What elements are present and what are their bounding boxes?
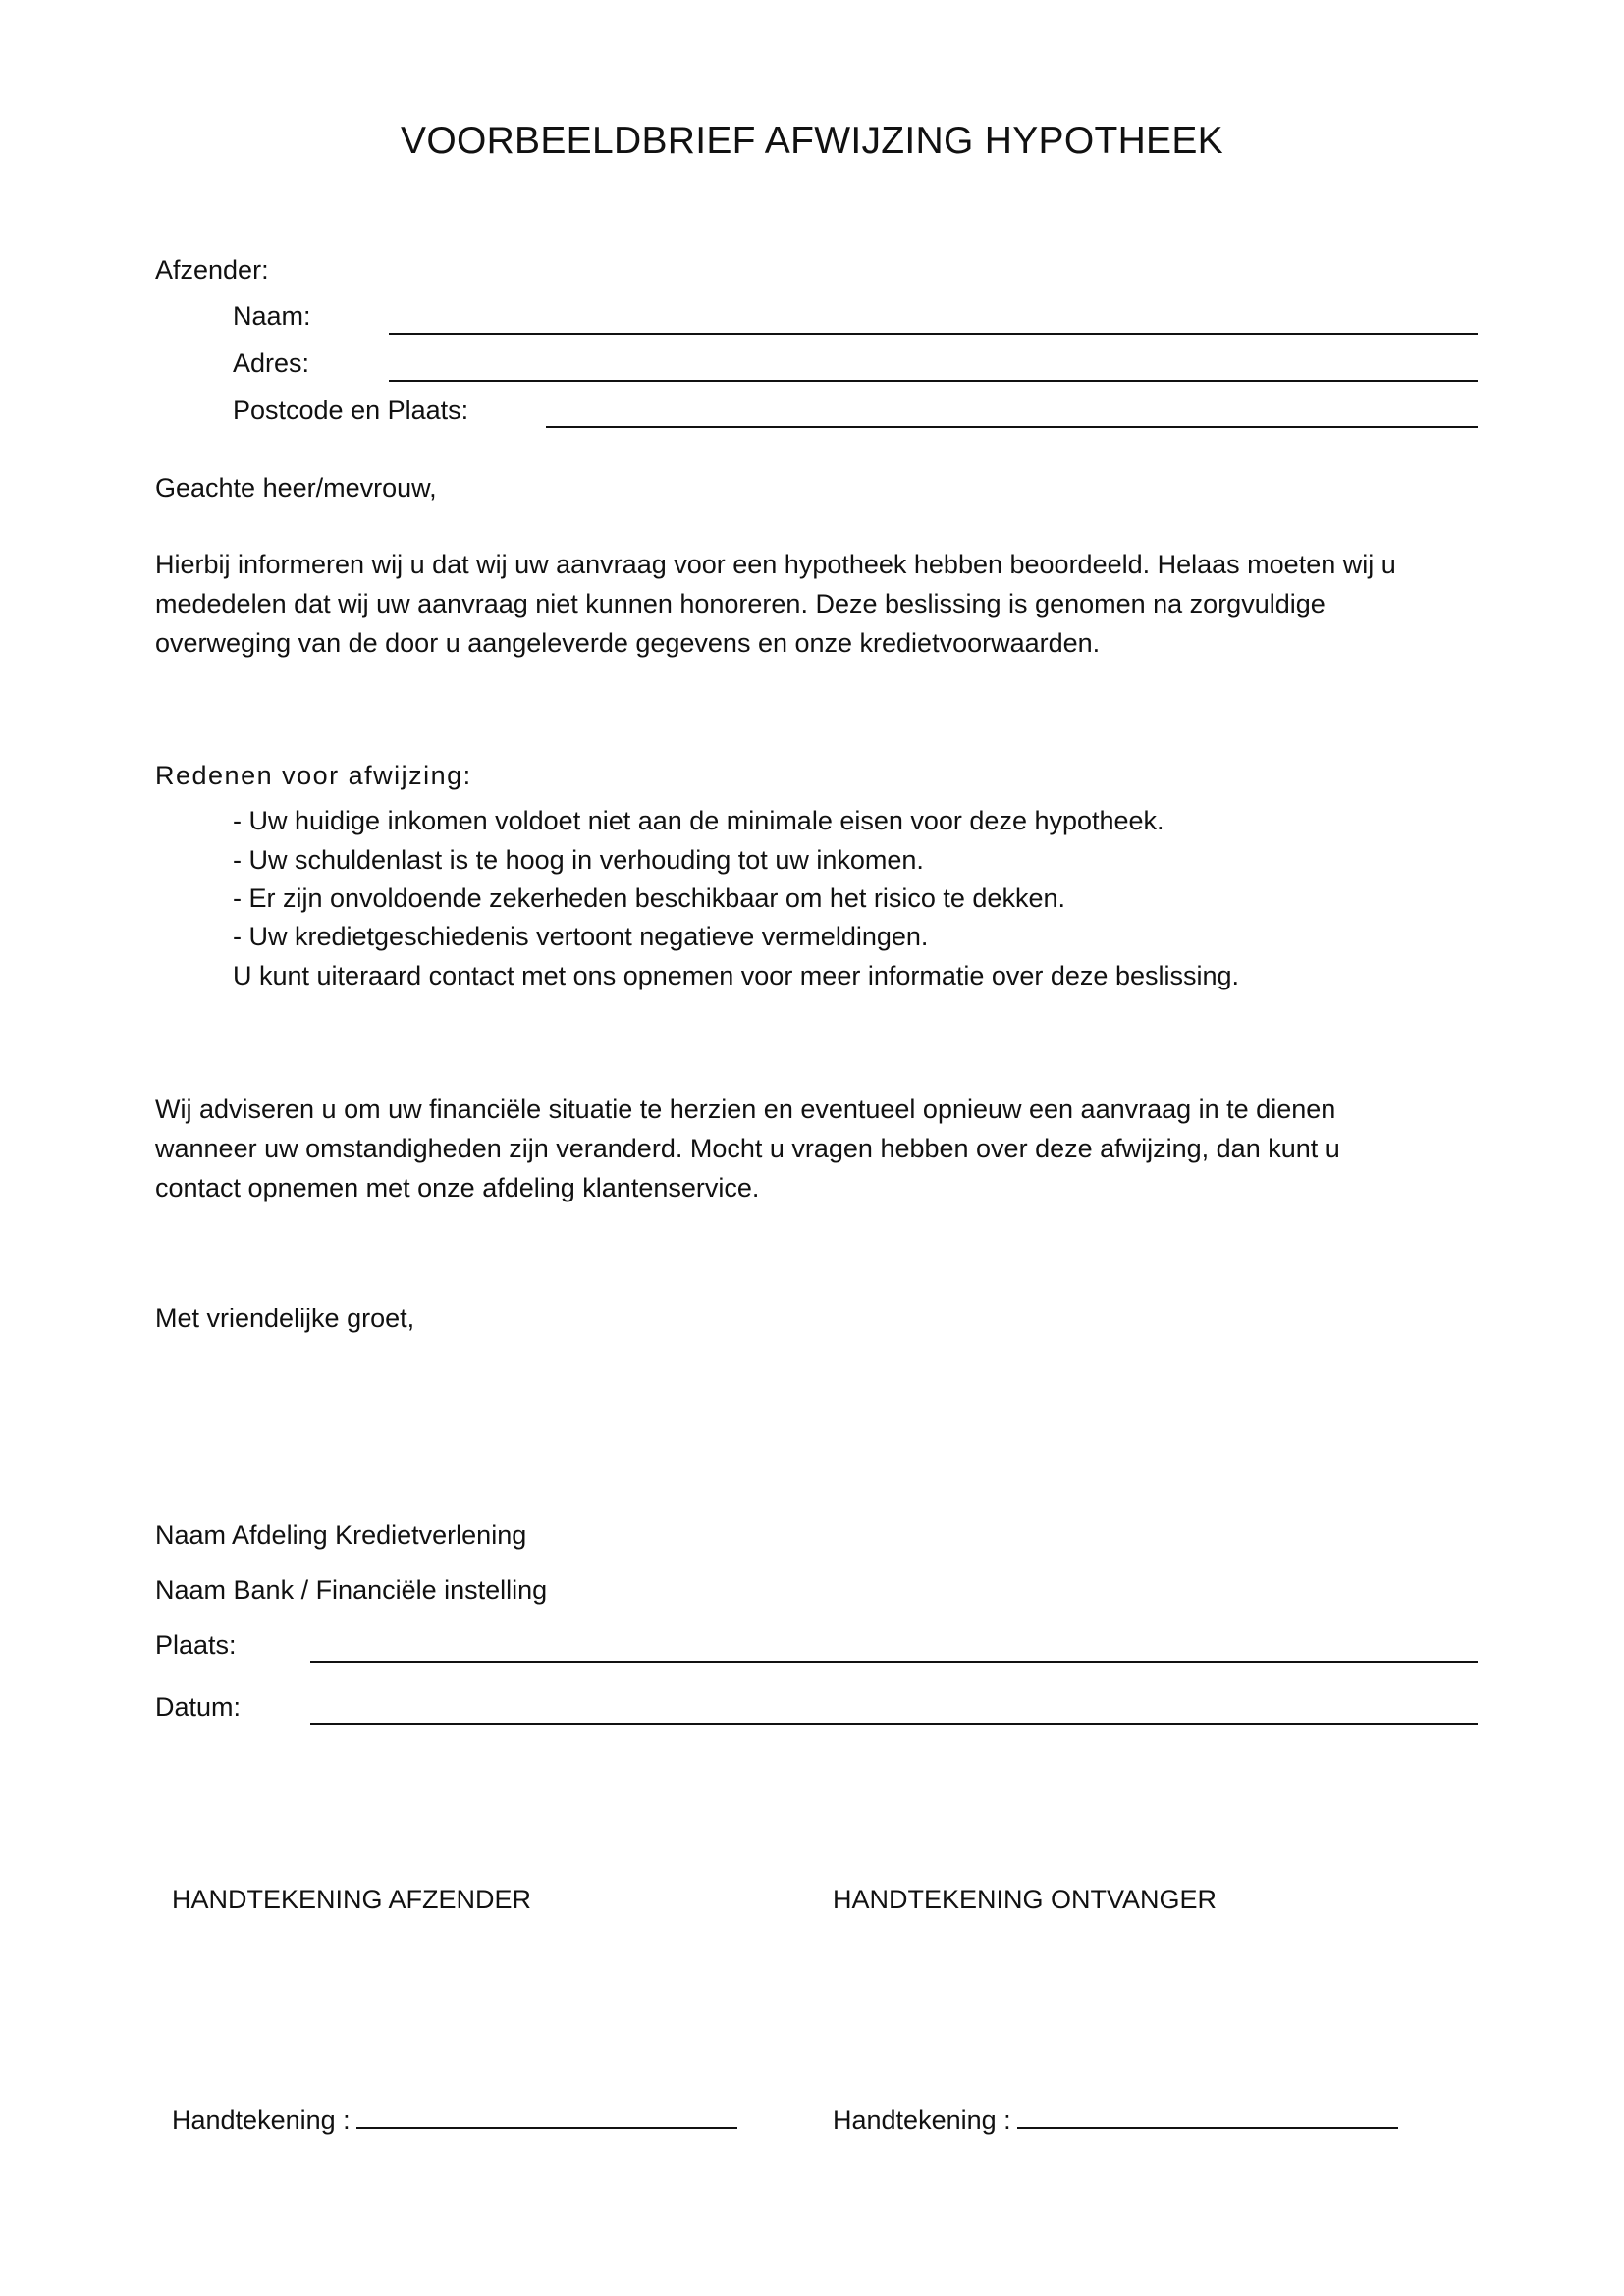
- bank-name: Naam Bank / Financiële instelling: [155, 1575, 548, 1605]
- reasons-heading: Redenen voor afwijzing:: [155, 761, 472, 790]
- sender-address-line[interactable]: [389, 380, 1478, 382]
- sender-heading: Afzender:: [155, 255, 269, 285]
- sender-postal-line[interactable]: [546, 426, 1478, 428]
- signature-receiver-field: [833, 2101, 1398, 2140]
- date-line[interactable]: [310, 1723, 1478, 1725]
- signature-receiver-line[interactable]: [1017, 2106, 1398, 2129]
- signature-sender-heading: HANDTEKENING AFZENDER: [172, 1885, 532, 1914]
- sender-postal-label: Postcode en Plaats:: [233, 396, 469, 425]
- signature-sender-field: [172, 2101, 737, 2140]
- reason-item: - Uw kredietgeschiedenis vertoont negatieve vermeldingen.: [233, 922, 929, 951]
- sender-address-label: Adres:: [233, 348, 310, 378]
- signature-sender-label: Handtekening :: [172, 2106, 351, 2135]
- reason-item: - Uw schuldenlast is te hoog in verhouding tot uw inkomen.: [233, 845, 924, 875]
- closing-greeting: Met vriendelijke groet,: [155, 1304, 415, 1333]
- intro-paragraph: Hierbij informeren wij u dat wij uw aanvraag voor een hypotheek hebben beoordeeld. Helaas moeten wij u mededelen dat wij uw aanvraag niet kunnen honoreren. Deze beslissing is genomen na zorgvuldige overweging van de door u aangeleverde gegevens en onze kredietvoorwaarden.: [155, 550, 1396, 658]
- reason-item: - Uw huidige inkomen voldoet niet aan de minimale eisen voor deze hypotheek.: [233, 806, 1164, 835]
- document-title: VOORBEELDBRIEF AFWIJZING HYPOTHEEK: [401, 120, 1223, 162]
- salutation: Geachte heer/mevrouw,: [155, 473, 437, 503]
- place-line[interactable]: [310, 1661, 1478, 1663]
- date-label: Datum:: [155, 1692, 242, 1722]
- reasons-closing: U kunt uiteraard contact met ons opnemen voor meer informatie over deze beslissing.: [233, 961, 1240, 990]
- advice-paragraph: Wij adviseren u om uw financiële situatie te herzien en eventueel opnieuw een aanvraag in te dienen wanneer uw omstandigheden zijn veranderd. Mocht u vragen hebben over deze afwijzing, dan kunt u contact opnemen met onze afdeling klantenservice.: [155, 1095, 1340, 1202]
- reason-item: - Er zijn onvoldoende zekerheden beschikbaar om het risico te dekken.: [233, 883, 1065, 913]
- signature-sender-line[interactable]: [356, 2106, 737, 2129]
- signature-receiver-heading: HANDTEKENING ONTVANGER: [833, 1885, 1218, 1914]
- place-label: Plaats:: [155, 1630, 237, 1660]
- department-name: Naam Afdeling Kredietverlening: [155, 1521, 527, 1550]
- sender-name-label: Naam:: [233, 301, 311, 331]
- signature-receiver-label: Handtekening :: [833, 2106, 1011, 2135]
- sender-name-line[interactable]: [389, 333, 1478, 335]
